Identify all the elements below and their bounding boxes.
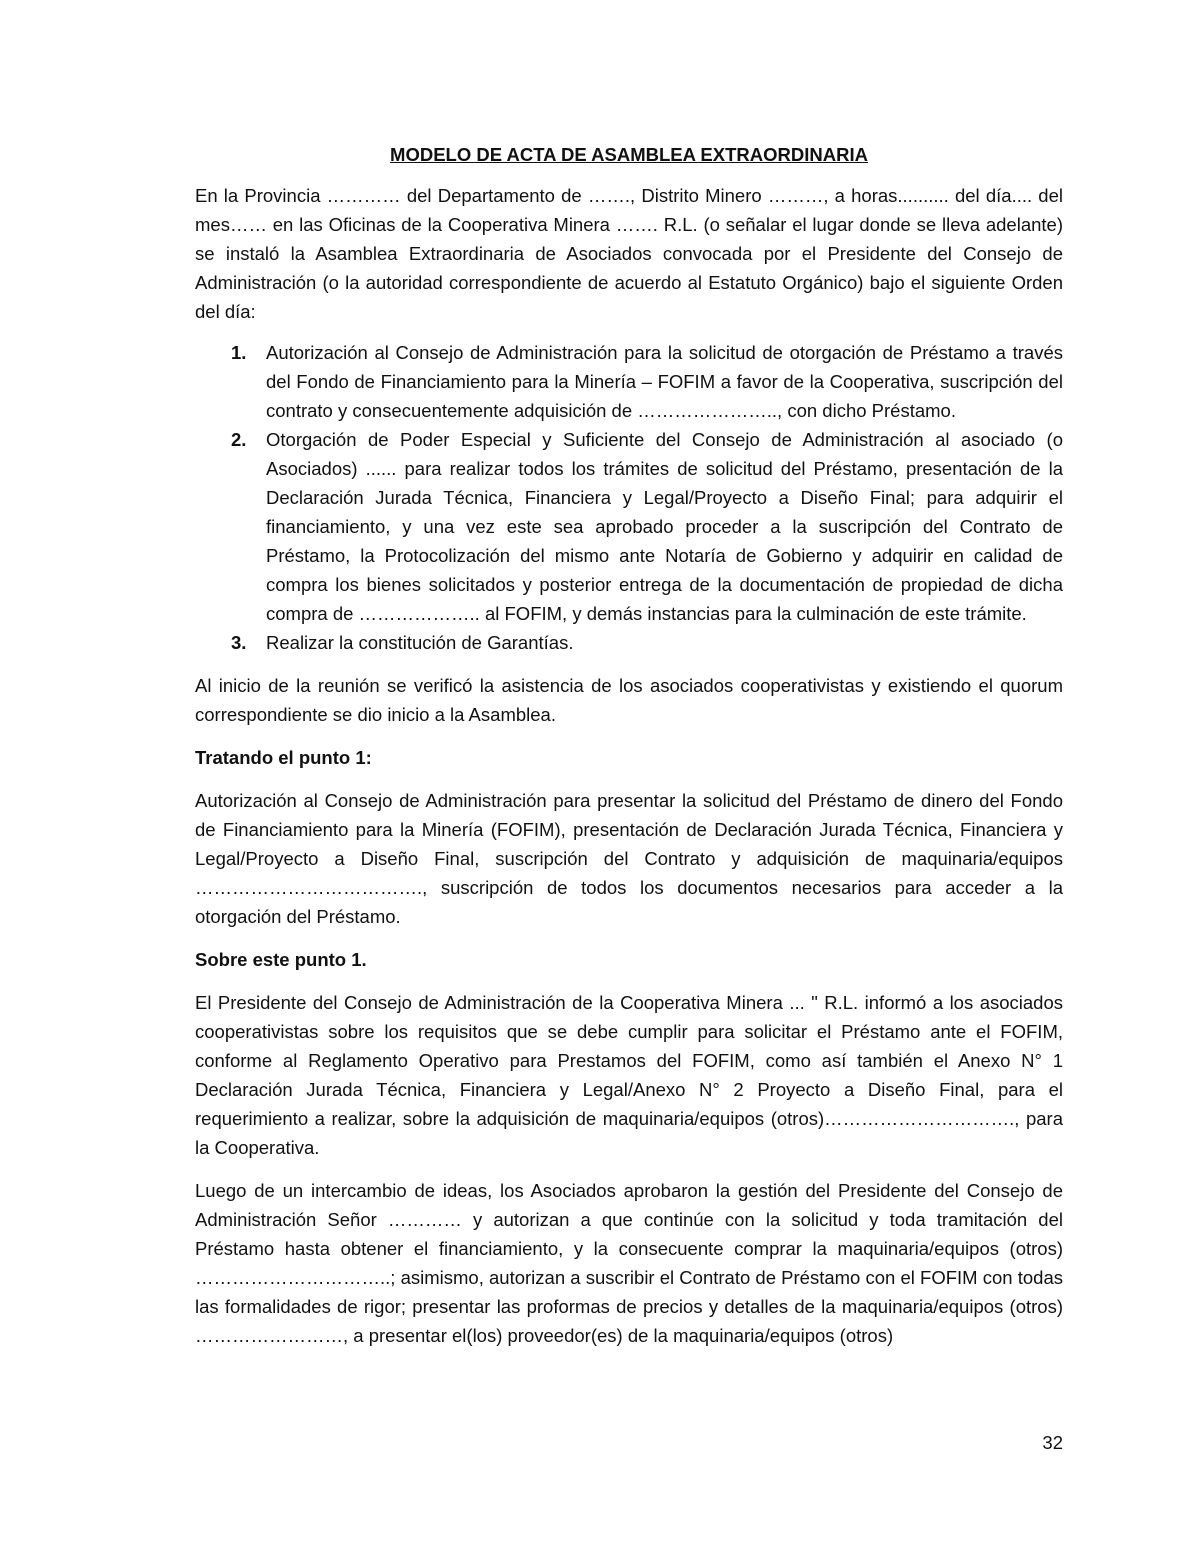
intro-paragraph: En la Provincia ………… del Departamento de ……., Distrito Minero ………, a horas.......... del día.... del mes…… en las Oficinas de la Cooperativa Minera ……. R.L. (o señalar el lugar donde se lleva adelante) se instaló la Asamblea Extraordinaria de Asociados convocada por el Presidente del Consejo de Administración (o la autoridad correspondiente de acuerdo al Estatuto Orgánico) bajo el siguiente Orden del día: <box>195 185 1063 322</box>
approval-paragraph: Luego de un intercambio de ideas, los Asociados aprobaron la gestión del Presidente del Consejo de Administración Señor ………… y autorizan a que continúe con la solicitud y toda tramitación del Préstamo hasta obtener el financiamiento, y la consecuente comprar la maquinaria/equipos (otros) …………………………..; asimismo, autorizan a suscribir el Contrato de Préstamo con el FOFIM con todas las formalidades de rigor; presentar las proformas de precios y detalles de la maquinaria/equipos (otros) ……………………, a presentar el(los) proveedor(es) de la maquinaria/equipos (otros) <box>195 1180 1063 1346</box>
agenda-item <box>195 425 1063 628</box>
agenda-item <box>195 338 1063 425</box>
agenda-item <box>195 628 1063 657</box>
agenda-item-text: Realizar la constitución de Garantías. <box>266 632 574 653</box>
agenda-item-number: 2. <box>231 429 247 450</box>
president-report-paragraph: El Presidente del Consejo de Administración de la Cooperativa Minera ... " R.L. informó a los asociados cooperativistas sobre los requisitos que se debe cumplir para solicitar el Préstamo ante el FOFIM, conforme al Reglamento Operativo para Prestamos del FOFIM, como así también el Anexo N° 1 Declaración Jurada Técnica, Financiera y Legal/Anexo N° 2 Proyecto a Diseño Final, para el requerimiento a realizar, sobre la adquisición de maquinaria/equipos (otros)…………………………., para la Cooperativa. <box>195 992 1063 1158</box>
attendance-paragraph: Al inicio de la reunión se verificó la asistencia de los asociados cooperativistas y existiendo el quorum correspondiente se dio inicio a la Asamblea. <box>195 675 1063 725</box>
document-page <box>195 140 1063 1350</box>
document-title: MODELO DE ACTA DE ASAMBLEA EXTRAORDINARIA <box>390 144 868 165</box>
agenda-item-text: Autorización al Consejo de Administración para la solicitud de otorgación de Préstamo a través del Fondo de Financiamiento para la Minería – FOFIM a favor de la Cooperativa, suscripción del contrato y consecuentemente adquisición de ………………….., con dicho Préstamo. <box>266 342 1063 421</box>
agenda-item-number: 1. <box>231 342 247 363</box>
agenda-item-number: 3. <box>231 632 247 653</box>
about-point1-heading: Sobre este punto 1. <box>195 949 367 970</box>
agenda-list <box>195 338 1063 657</box>
page-number: 32 <box>1042 1432 1063 1453</box>
point1-paragraph: Autorización al Consejo de Administración para presentar la solicitud del Préstamo de dinero del Fondo de Financiamiento para la Minería (FOFIM), presentación de Declaración Jurada Técnica, Financiera y Legal/Proyecto a Diseño Final, suscripción del Contrato y adquisición de maquinaria/equipos ………………………………., suscripción de todos los documentos necesarios para acceder a la otorgación del Préstamo. <box>195 790 1063 927</box>
point1-heading: Tratando el punto 1: <box>195 747 372 768</box>
agenda-item-text: Otorgación de Poder Especial y Suficiente del Consejo de Administración al asociado (o Asociados) ...... para realizar todos los trámites de solicitud del Préstamo, presentación de la Declaración Jurada Técnica, Financiera y Legal/Proyecto a Diseño Final; para adquirir el financiamiento, y una vez este sea aprobado proceder a la suscripción del Contrato de Préstamo, la Protocolización del mismo ante Notaría de Gobierno y adquirir en calidad de compra los bienes solicitados y posterior entrega de la documentación de propiedad de dicha compra de ……………….. al FOFIM, y demás instancias para la culminación de este trámite. <box>266 429 1063 624</box>
